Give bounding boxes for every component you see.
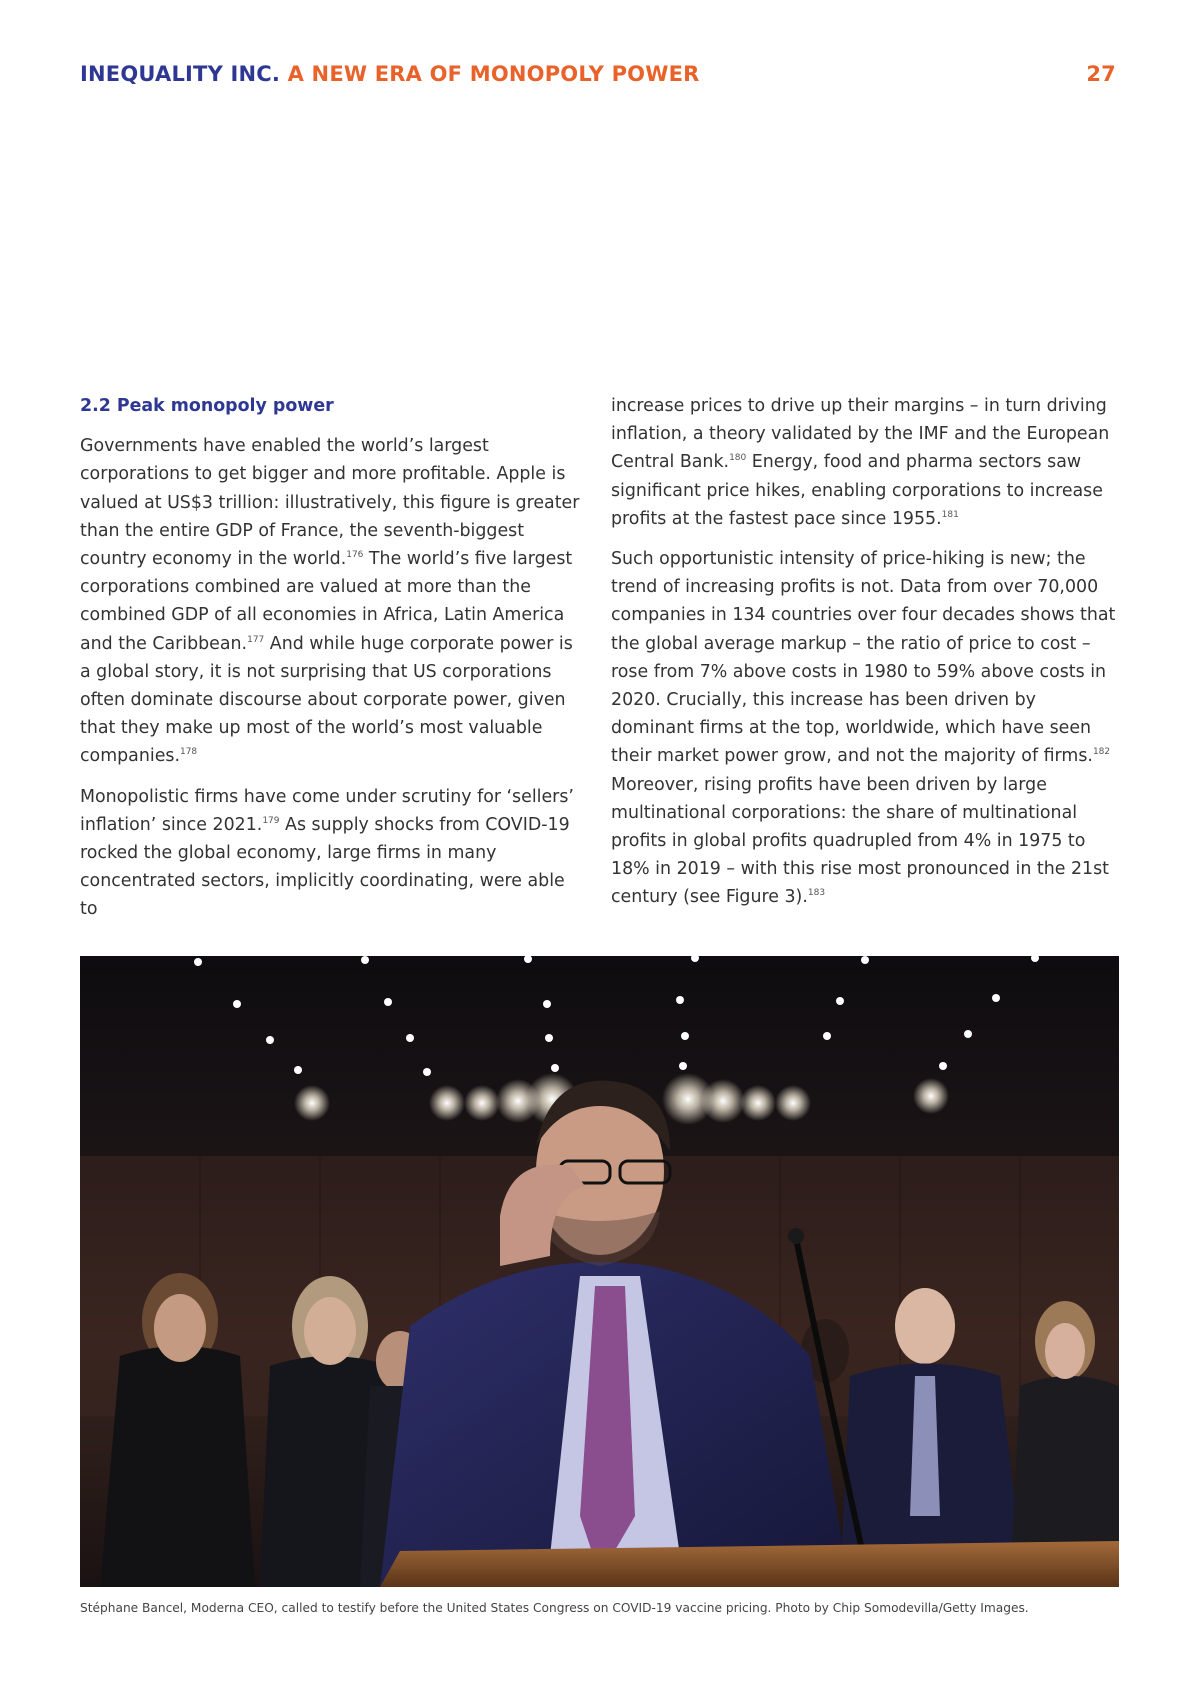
footnote-ref: 182 — [1092, 747, 1111, 758]
left-column — [80, 392, 585, 936]
footnote-ref: 179 — [262, 816, 280, 827]
page-number: 27 — [1086, 62, 1116, 86]
figure-caption: Stéphane Bancel, Moderna CEO, called to testify before the United States Congress on COVID-19 vaccine pricing. Photo by Chip Somodevilla/Getty Images. — [80, 1601, 1029, 1615]
paragraph — [80, 783, 585, 924]
footnote-ref: 178 — [179, 747, 198, 758]
page-header — [80, 62, 1116, 92]
section-heading: 2.2 Peak monopoly power — [80, 396, 334, 416]
report-subtitle: A NEW ERA OF MONOPOLY POWER — [287, 62, 700, 86]
paragraph — [611, 392, 1121, 533]
right-column — [611, 392, 1121, 924]
footnote-ref: 176 — [346, 550, 364, 561]
footnote-ref: 180 — [729, 453, 747, 464]
paragraph — [80, 432, 585, 770]
paragraph-text: Moreover, rising profits have been driven by large multinational corporations: the share of multinational profits in global profits quadrupled from 4% in 1975 to 18% in 2019 – with this rise most pronounced in the 21st century (see Figure 3). — [611, 774, 1109, 908]
footnote-ref: 177 — [247, 634, 265, 645]
paragraph-text: As supply shocks from COVID-19 rocked the global economy, large firms in many concentrated sectors, implicitly coordinating, were able to — [80, 814, 570, 920]
photo-illustration — [80, 956, 1119, 1587]
footnote-ref: 181 — [941, 510, 959, 521]
paragraph-text: The world’s five largest corporations combined are valued at more than the combined GDP of all economies in Africa, Latin America and the Caribbean. — [80, 549, 573, 654]
paragraph-text: Governments have enabled the world’s largest corporations to get bigger and more profitable. Apple is valued at US$3 trillion: illustratively, this figure is greater than the entire GDP of France, the seventh-biggest country economy in the world. — [80, 436, 580, 570]
hearing-photo — [80, 956, 1119, 1587]
paragraph — [611, 545, 1121, 912]
paragraph-text: Monopolistic firms have come under scrutiny for ‘sellers’ inflation’ since 2021. — [80, 786, 574, 835]
paragraph-text: increase prices to drive up their margins – in turn driving inflation, a theory validated by the IMF and the European Central Bank. — [611, 396, 1110, 473]
footnote-ref: 183 — [807, 888, 826, 899]
paragraph-text: Energy, food and pharma sectors saw significant price hikes, enabling corporations to increase profits at the fastest pace since 1955. — [611, 452, 1103, 529]
paragraph-text: Such opportunistic intensity of price-hiking is new; the trend of increasing profits is not. Data from over 70,000 companies in 134 countries over four decades shows that the global average markup – the ratio of price to cost – rose from 7% above costs in 1980 to 59% above costs in 2020. Crucially, this increase has been driven by dominant firms at the top, worldwide, which have seen their market power grow, and not the majority of firms. — [611, 549, 1116, 767]
report-brand: INEQUALITY INC. — [80, 62, 281, 86]
paragraph-text: And while huge corporate power is a global story, it is not surprising that US corporations often dominate discourse about corporate power, given that they make up most of the world’s most valuable companies. — [80, 633, 573, 767]
